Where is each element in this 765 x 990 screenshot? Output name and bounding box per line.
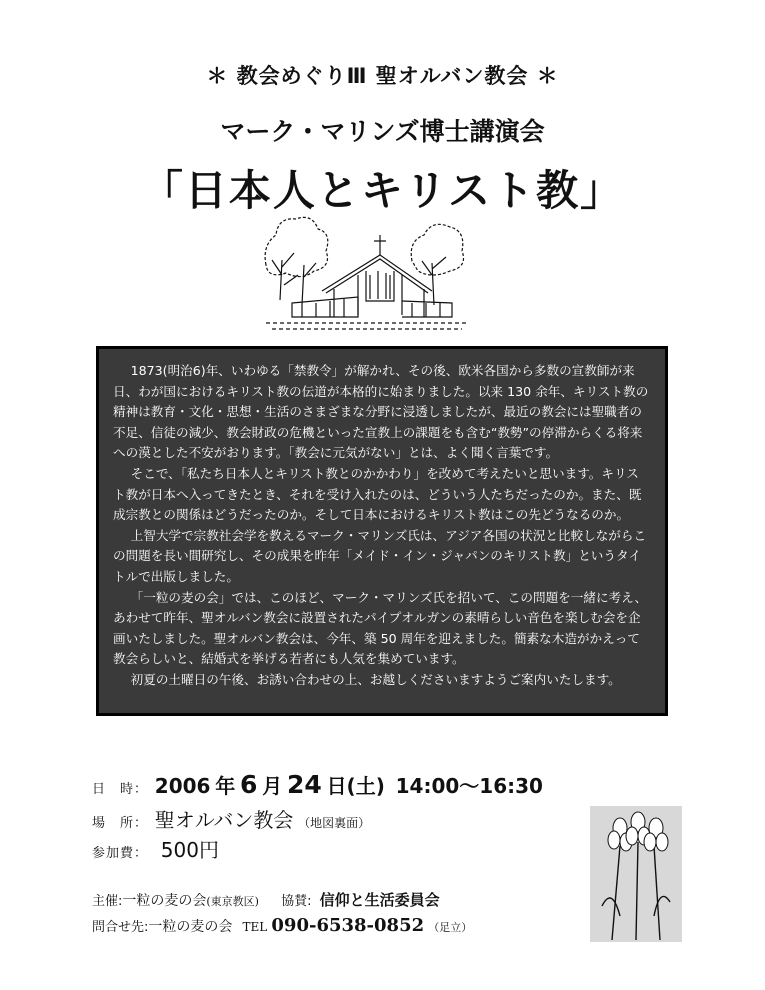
organizer-row [92, 889, 440, 910]
sponsor-name: 信仰と生活委員会 [319, 891, 440, 909]
description-paragraph: 1873(明治6)年、いわゆる「禁教令」が解かれ、その後、欧米各国から多数の宣教師が来日、わが国におけるキリスト教の伝道が本格的に始まりました。以来 130 余年、キリスト教の精神は教育・文化・思想・生活のさまざまな分野に浸透しましたが、最近の教会には聖職者の不足、信徒の減少、教会財政の危機といった宣教上の課題をも含む“教勢”の停滞からくる将来への漠とした不安がおります。「教会に元気がない」とは、よく聞く言葉です。 [113, 363, 649, 461]
church-illustration [262, 205, 470, 335]
event-month-unit: 月 [262, 774, 283, 798]
description-paragraph: 初夏の土曜日の午後、お誘い合わせの上、お越しくださいますようご案内いたします。 [130, 671, 621, 687]
event-fee: 500円 [160, 838, 219, 862]
contact-org: 一粒の麦の会 [148, 919, 233, 935]
lecture-subtitle: マーク・マリンズ博士講演会 [220, 117, 545, 146]
sponsor-label: 協賛: [281, 894, 312, 909]
event-time: 14:00～16:30 [395, 774, 543, 798]
fee-label: 参加費： [92, 846, 149, 861]
wheat-illustration [590, 806, 682, 942]
place-label: 場 所： [92, 816, 149, 831]
event-day-unit: 日(土) [326, 774, 385, 798]
contact-phone: 090-6538-0852 [271, 915, 425, 936]
event-month: 6 [240, 770, 258, 799]
description-paragraph: 「一粒の麦の会」では、このほど、マーク・マリンズ氏を招いて、この問題を一緒に考え、あわせて昨年、聖オルバン教会に設置されたパイプオルガンの素晴らしい音色を楽しむ会を企画いたしました。聖オルバン教会は、今年、築 50 周年を迎えました。簡素な木造がかえって教会らしいと、結婚式を挙げる若者にも人気を集めています。 [113, 589, 648, 667]
host-note: (東京教区) [206, 895, 259, 908]
contact-note: （足立） [428, 921, 473, 934]
description-paragraph: そこで、「私たち日本人とキリスト教とのかかわり」を改めて考えたいと思います。キリスト教が日本へ入ってきたとき、それを受け入れたのは、どういう人たちだったのか。また、既成宗教との関係はどうだったのか。そして日本におけるキリスト教はこの先どうなるのか。 [113, 465, 642, 523]
series-heading: ＊ 教会めぐりⅢ 聖オルバン教会 ＊ [206, 64, 559, 88]
event-fee-row [92, 834, 219, 863]
contact-label: 問合せ先: [92, 920, 149, 935]
event-day: 24 [286, 770, 322, 799]
event-year: 2006 [154, 774, 211, 798]
event-year-unit: 年 [215, 774, 236, 798]
lecture-title: 「日本人とキリスト教」 [140, 166, 625, 215]
description-box [96, 346, 668, 716]
description-paragraph: 上智大学で宗教社会学を教えるマーク・マリンズ氏は、アジア各国の状況と比較しながらこの問題を長い間研究し、その成果を昨年「メイド・イン・ジャパンのキリスト教」というタイトルで出版しました。 [113, 527, 647, 584]
event-place-row [92, 804, 370, 833]
tel-label: TEL [242, 920, 268, 934]
host-name: 一粒の麦の会 [122, 893, 207, 909]
contact-row [92, 915, 472, 936]
event-place: 聖オルバン教会 [154, 808, 294, 832]
host-label: 主催: [92, 894, 123, 909]
event-date-row [92, 770, 543, 799]
date-label: 日 時： [92, 782, 149, 797]
place-note: （地図裏面） [298, 816, 371, 830]
